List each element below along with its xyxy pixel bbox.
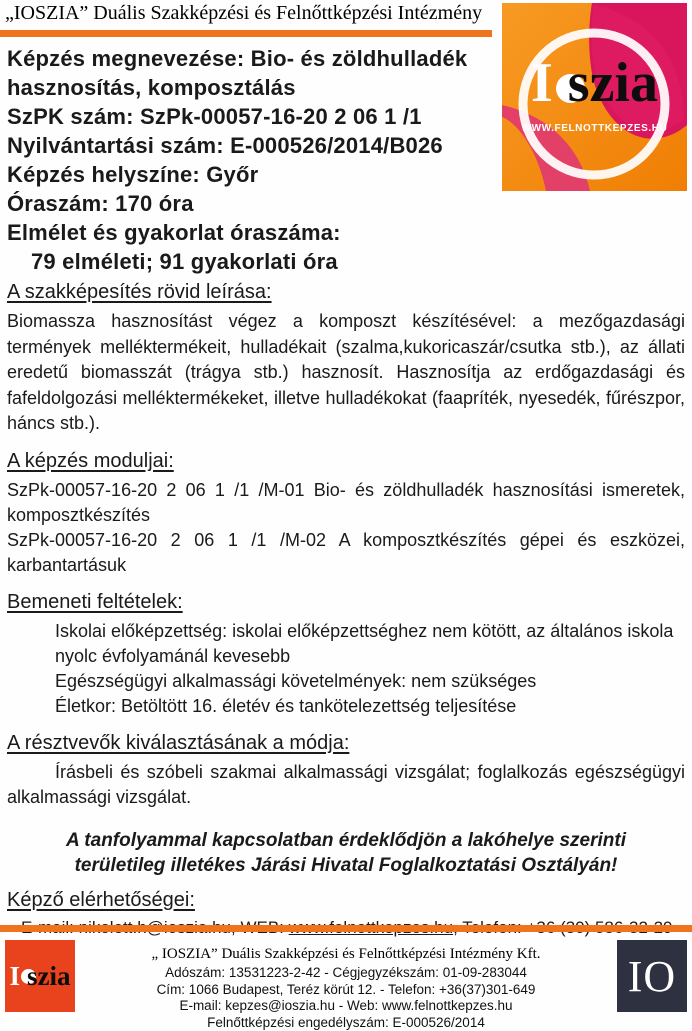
footer-logo-letter-i: I — [9, 961, 20, 992]
module-item: SzPk-00057-16-20 2 06 1 /1 /M-02 A komposztkészítés gépei és eszközei, karbantartásuk — [7, 528, 685, 578]
footer-email-web-line: E-mail: kepzes@ioszia.hu - Web: www.felnottkepzes.hu — [75, 998, 617, 1015]
course-theory-practice-hours: 79 elméleti; 91 gyakorlati óra — [7, 247, 685, 276]
entry-requirement-item: Egészségügyi alkalmassági követelmények: nem szükséges — [55, 669, 685, 694]
footer-info-block — [75, 938, 617, 1031]
footer-logo-letters-szia: szia — [27, 961, 71, 992]
page-title: „IOSZIA” Duális Szakképzési és Felnőttképzési Intézmény — [5, 2, 482, 25]
course-location: Képzés helyszíne: Győr — [7, 160, 685, 189]
entry-requirement-item: Iskolai előképzettség: iskolai előképzettséghez nem kötött, az általános iskola nyolc évfolyamánál kevesebb — [55, 619, 685, 669]
course-registration-number: Nyilvántartási szám: E-000526/2014/B026 — [7, 131, 685, 160]
footer-left-logo — [5, 940, 75, 1012]
logo-letters-szia: szia — [568, 52, 658, 114]
footer-tax-line: Adószám: 13531223-2-42 - Cégjegyzékszám: 01-09-283044 — [75, 965, 617, 982]
section-heading-modules: A képzés moduljai: — [7, 449, 685, 473]
description-paragraph: Biomassza hasznosítást végez a komposzt készítésével: a mezőgazdasági termények melléktermékeit, hulladékait (szalma,kukoricaszár/csutka stb.), az állati eredetű biomasszát (trágya stb.) hasznosít. Hasznosítja az erdőgazdasági és fafeldolgozási melléktermékeket, illetve hulladékokat (faapríték, nyesedék, fűrészpor, háncs stb.). — [7, 309, 685, 437]
course-theory-practice-label: Elmélet és gyakorlat óraszáma: — [7, 218, 685, 247]
section-heading-description: A szakképesítés rövid leírása: — [7, 280, 685, 304]
section-heading-entry-requirements: Bemeneti feltételek: — [7, 590, 685, 614]
footer — [0, 938, 692, 1031]
section-heading-contact: Képző elérhetőségei: — [7, 888, 685, 912]
selection-paragraph: Írásbeli és szóbeli szakmai alkalmassági vizsgálat; foglalkozás egészségügyi alkalmassági vizsgálat. — [7, 760, 685, 810]
entry-requirement-item: Életkor: Betöltött 16. életév és tankötelezettség teljesítése — [55, 694, 685, 719]
logo-website-text: WWW.FELNOTTKEPZES.HU — [502, 123, 687, 134]
footer-company-name: „ IOSZIA” Duális Szakképzési és Felnőttképzési Intézmény Kft. — [75, 946, 617, 963]
main-content — [7, 44, 685, 938]
logo-letter-i: I — [531, 52, 553, 114]
module-item: SzPk-00057-16-20 2 06 1 /1 /M-01 Bio- és zöldhulladék hasznosítási ismeretek, komposztkészítés — [7, 478, 685, 528]
bottom-divider — [0, 925, 692, 932]
footer-license-line: Felnőttképzési engedélyszám: E-000526/2014 — [75, 1015, 617, 1031]
course-summary-block — [7, 44, 685, 276]
footer-address-line: Cím: 1066 Budapest, Teréz körút 12. - Telefon: +36(37)301-649 — [75, 982, 617, 999]
course-title-line: Képzés megnevezése: Bio- és zöldhulladék — [7, 44, 685, 73]
modules-block — [7, 478, 685, 578]
course-hours: Óraszám: 170 óra — [7, 189, 685, 218]
top-divider — [0, 30, 492, 37]
course-title-line: hasznosítás, komposztálás — [7, 73, 685, 102]
notice-text: A tanfolyammal kapcsolatban érdeklődjön a lakóhelye szerinti területileg illetékes Járási Hivatal Foglalkoztatási Osztályán! — [7, 828, 685, 878]
section-heading-selection: A résztvevők kiválasztásának a módja: — [7, 731, 685, 755]
course-szpk-number: SzPK szám: SzPk-00057-16-20 2 06 1 /1 — [7, 102, 685, 131]
footer-right-logo: IO — [617, 940, 687, 1012]
entry-requirements-block — [7, 619, 685, 719]
